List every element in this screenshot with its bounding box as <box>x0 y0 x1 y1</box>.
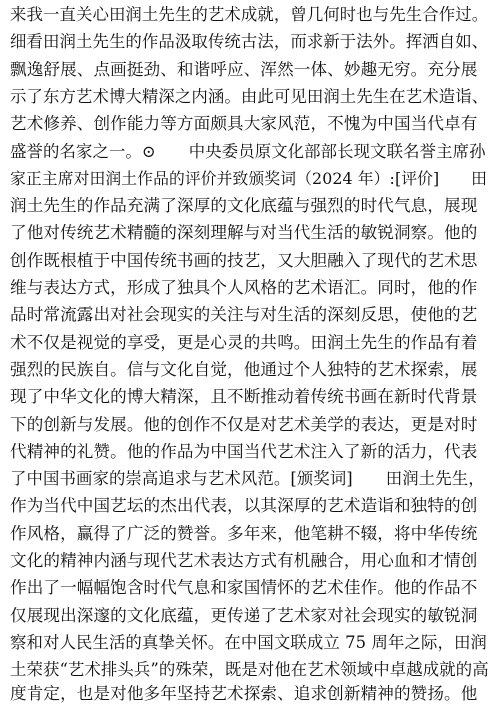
text-line: 代精神的礼赞。他的作品为中国当代艺术注入了新的活力，代表 <box>10 441 478 461</box>
text-line: 作为当代中国艺坛的杰出代表，以其深厚的艺术造诣和独特的创 <box>10 496 478 516</box>
text-line: 细看田润土先生的作品汲取传统古法，而求新于法外。挥洒自如、 <box>10 32 489 52</box>
text-line: 强烈的民族自。信与文化自觉，他通过个人独特的艺术探索，展 <box>10 359 478 379</box>
text-line: 术不仅是视觉的享受，更是心灵的共鸣。田润土先生的作品有着 <box>10 332 478 352</box>
text-line: 艺术修养、创作能力等方面颇具大家风范，不愧为中国当代卓有 <box>10 114 478 134</box>
text-line: 作风格，赢得了广泛的赞誉。多年来，他笔耕不辍，将中华传统 <box>10 523 478 543</box>
text-line: 下的创新与发展。他的创作不仅是对艺术美学的表达，更是对时 <box>10 414 478 434</box>
text-line: 品时常流露出对社会现实的关注与对生活的深刻反思，使他的艺 <box>10 305 478 325</box>
text-line: 度肯定，也是对他多年坚持艺术探索、追求创新精神的赞扬。他 <box>10 683 478 703</box>
text-line: 了中国书画家的崇高追求与艺术风范。[颁奖词] 田润土先生， <box>10 469 485 489</box>
text-line: 土荣获“艺术排头兵”的殊荣，既是对他在艺术领域中卓越成就的高 <box>10 660 489 680</box>
text-line: 了他对传统艺术精髓的深刻理解与对当代生活的敏锐洞察。他的 <box>10 223 478 243</box>
text-line: 润土先生的作品充满了深厚的文化底蕴与强烈的时代气息，展现 <box>10 196 478 216</box>
text-line: 盛誉的名家之一。⊙ 中央委员原文化部部长现文联名誉主席孙 <box>10 141 486 161</box>
text-line: 察和对人民生活的真挚关怀。在中国文联成立 75 周年之际，田润 <box>10 632 487 652</box>
text-line: 飘逸舒展、点画挺劲、和谐呼应、浑然一体、妙趣无穷。充分展 <box>10 59 478 79</box>
text-line: 仅展现出深邃的文化底蕴，更传递了艺术家对社会现实的敏锐洞 <box>10 605 478 625</box>
text-line: 现了中华文化的博大精深，且不断推动着传统书画在新时代背景 <box>10 387 478 407</box>
text-line: 维与表达方式，形成了独具个人风格的艺术语汇。同时，他的作 <box>10 278 478 297</box>
document-page <box>10 0 492 707</box>
text-line: 来我一直关心田润土先生的艺术成就，曾几何时也与先生合作过。 <box>10 5 489 24</box>
text-line: 文化的精神内涵与现代艺术表达方式有机融合，用心血和才情创 <box>10 551 478 570</box>
text-line: 创作既根植于中国传统书画的技艺，又大胆融入了现代的艺术思 <box>10 250 478 270</box>
text-line: 家正主席对田润土作品的评价并致颁奖词（2024 年）:[评价] 田 <box>10 168 487 188</box>
text-line: 示了东方艺术博大精深之内涵。由此可见田润土先生在艺术造诣、 <box>10 86 489 106</box>
text-line: 作出了一幅幅饱含时代气息和家国情怀的艺术佳作。他的作品不 <box>10 578 478 598</box>
